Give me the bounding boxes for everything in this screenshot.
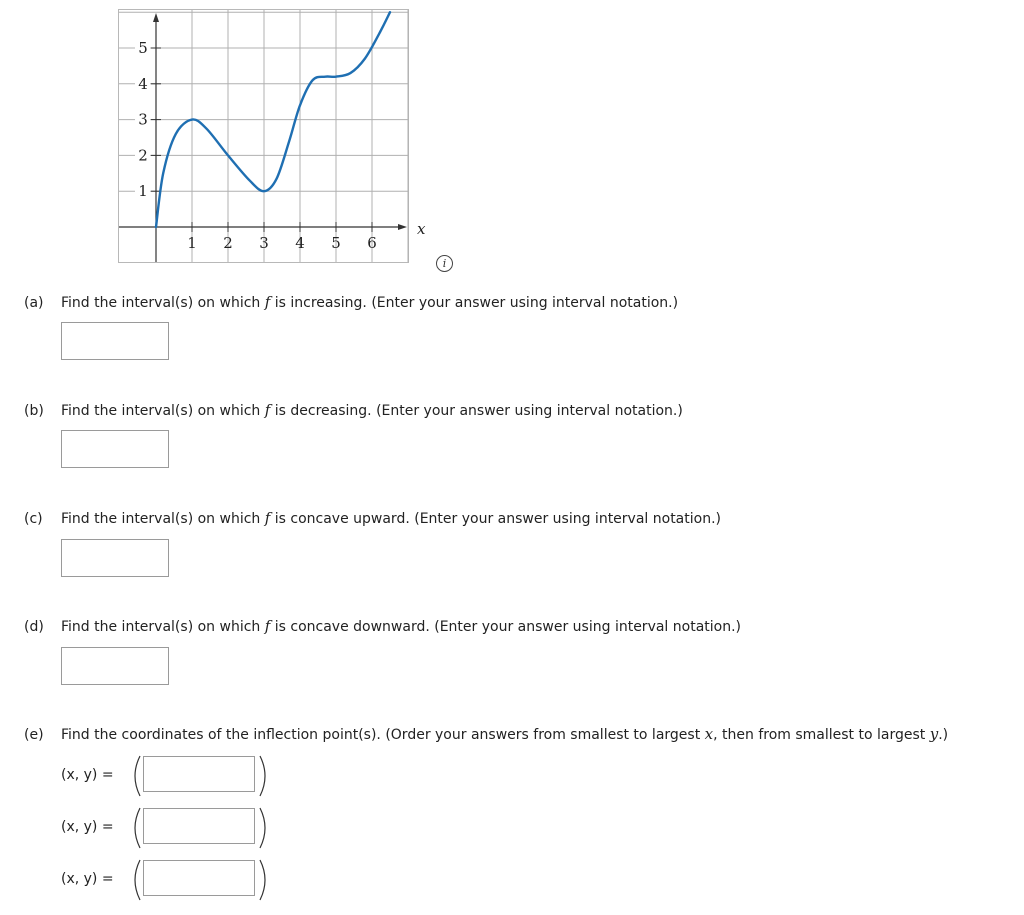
inflection-point-input-1[interactable] (143, 756, 255, 792)
variable-y: y (929, 725, 939, 743)
left-paren-icon (129, 858, 143, 902)
question-d (24, 617, 741, 635)
question-a (24, 293, 678, 311)
x-tick-label: 1 (187, 234, 197, 252)
y-tick-label: 2 (138, 146, 148, 165)
left-paren-icon (129, 754, 143, 798)
point-label: (x, y) = (61, 871, 114, 887)
x-tick-label: 4 (295, 234, 305, 252)
answer-input-d[interactable] (61, 647, 169, 685)
variable-x: x (704, 725, 714, 743)
y-tick-label: 5 (138, 39, 148, 57)
question-text-post: is concave upward. (Enter your answer using interval notation.) (270, 511, 721, 527)
question-label: (e) (24, 727, 44, 743)
right-paren-icon (257, 754, 271, 798)
x-tick-label: 6 (367, 234, 377, 252)
function-symbol: f (264, 293, 271, 311)
function-symbol: f (264, 617, 271, 635)
inflection-point-input-3[interactable] (143, 860, 255, 896)
point-label: (x, y) = (61, 819, 114, 835)
question-e (24, 725, 948, 743)
question-text-post: is increasing. (Enter your answer using interval notation.) (270, 295, 679, 311)
question-label: (c) (24, 511, 43, 527)
question-text-pre: Find the coordinates of the inflection point(s). (Order your answers from smallest to largest (61, 727, 705, 743)
question-c (24, 509, 721, 527)
question-label: (b) (24, 403, 44, 419)
question-text-mid: , then from smallest to largest (713, 727, 930, 743)
y-tick-label: 3 (138, 110, 148, 129)
x-tick-label: 5 (331, 234, 341, 252)
question-label: (a) (24, 295, 44, 311)
answer-input-c[interactable] (61, 539, 169, 577)
answer-input-b[interactable] (61, 430, 169, 468)
x-tick-label: 2 (223, 234, 233, 252)
x-tick-label: 3 (259, 234, 269, 252)
y-tick-label: 4 (138, 74, 148, 93)
info-icon[interactable]: i (436, 255, 453, 272)
question-text-pre: Find the interval(s) on which (61, 403, 265, 419)
function-symbol: f (264, 509, 271, 527)
question-text-post: .) (938, 727, 949, 743)
question-text-pre: Find the interval(s) on which (61, 295, 265, 311)
function-graph (118, 9, 426, 263)
question-text-post: is concave downward. (Enter your answer using interval notation.) (270, 619, 742, 635)
x-axis-label: x (417, 220, 426, 238)
y-axis-arrow-icon (153, 13, 159, 22)
question-b (24, 401, 683, 419)
x-axis-arrow-icon (398, 224, 407, 230)
point-label: (x, y) = (61, 767, 114, 783)
function-symbol: f (264, 401, 271, 419)
left-paren-icon (129, 806, 143, 850)
question-text-post: is decreasing. (Enter your answer using interval notation.) (270, 403, 683, 419)
inflection-point-input-2[interactable] (143, 808, 255, 844)
question-label: (d) (24, 619, 44, 635)
question-text-pre: Find the interval(s) on which (61, 511, 265, 527)
y-tick-label: 1 (138, 182, 148, 201)
answer-input-a[interactable] (61, 322, 169, 360)
right-paren-icon (257, 858, 271, 902)
question-text-pre: Find the interval(s) on which (61, 619, 265, 635)
graph-svg (119, 10, 426, 262)
right-paren-icon (257, 806, 271, 850)
